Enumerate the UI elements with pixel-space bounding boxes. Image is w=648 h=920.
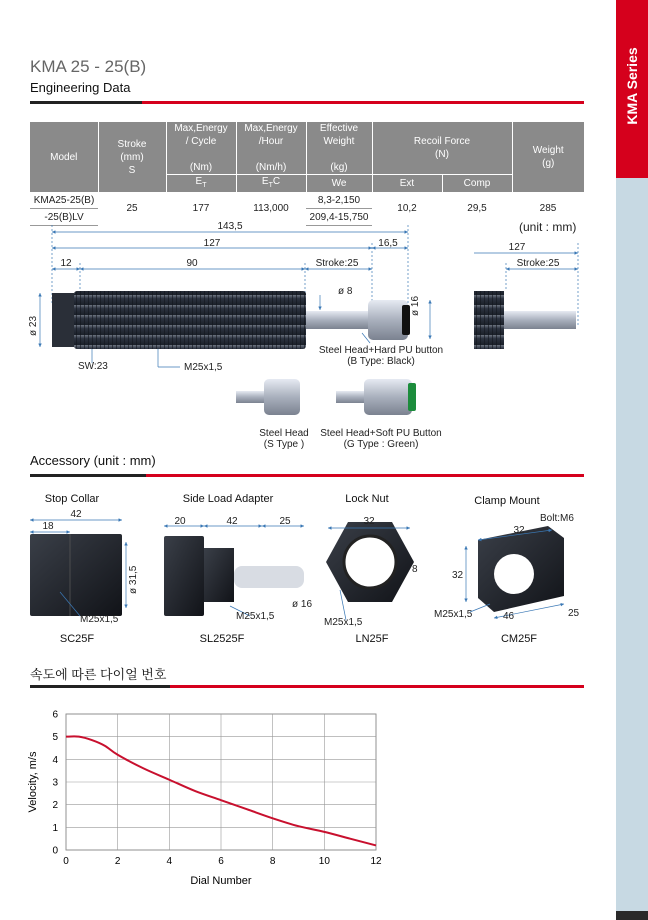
dim-143-5: 143,5 xyxy=(217,221,243,232)
stop-collar-title: Stop Collar xyxy=(44,493,100,505)
model-1: KMA25-25(B) xyxy=(30,192,98,209)
energy-hour-value: 113,000 xyxy=(253,203,289,215)
y-tick-label: 1 xyxy=(52,822,58,834)
clamp-title: Clamp Mount xyxy=(474,495,540,507)
label-hard-button-type: (B Type: Black) xyxy=(347,356,415,367)
col-recoil: Recoil Force (N) xyxy=(372,122,512,175)
x-tick-label: 12 xyxy=(370,856,382,867)
col-stroke: Stroke (mm) S xyxy=(98,122,166,192)
dim-phi-8: ø 8 xyxy=(338,286,353,297)
unit-label: (unit : mm) xyxy=(519,220,577,234)
x-tick-label: 4 xyxy=(166,856,173,867)
y-tick-label: 5 xyxy=(52,732,58,744)
dim-phi-23: ø 23 xyxy=(28,315,39,336)
page-subtitle: Engineering Data xyxy=(30,80,131,95)
sc-dim-42: 42 xyxy=(70,509,82,520)
dim-right-127: 127 xyxy=(508,242,526,253)
cm-thread: M25x1,5 xyxy=(434,609,473,620)
side-tab-label: KMA Series xyxy=(624,47,640,125)
label-steel-head-type: (S Type ) xyxy=(263,439,305,450)
energy-cycle-value: 177 xyxy=(192,203,210,215)
x-tick-label: 0 xyxy=(63,856,69,867)
sl-code: SL2525F xyxy=(199,633,245,645)
sc-dim-31-5: ø 31,5 xyxy=(128,565,139,594)
lock-nut-title: Lock Nut xyxy=(345,493,389,505)
x-axis-label: Dial Number xyxy=(190,875,252,887)
col-energy-cycle-sym: $E_T$ xyxy=(166,175,236,193)
accessory-rule-dark xyxy=(30,474,146,477)
y-tick-label: 2 xyxy=(52,800,58,812)
label-sw: SW:23 xyxy=(78,361,108,372)
col-energy-hour: Max,Energy /Hour (Nm/h) xyxy=(236,122,306,175)
col-weight: Weight (g) xyxy=(512,122,584,192)
accessory-rule-red xyxy=(146,474,584,477)
cm-dim-46: 46 xyxy=(503,611,515,622)
model-2: -25(B)LV xyxy=(30,209,98,226)
sl-dim-25: 25 xyxy=(279,516,291,527)
y-tick-label: 6 xyxy=(52,709,58,721)
col-model: Model xyxy=(30,122,98,192)
chart-title: 속도에 따른 다이얼 번호 xyxy=(30,667,167,682)
label-soft-button-type: (G Type : Green) xyxy=(343,439,419,450)
eff-weight-1: 8,3-2,150 xyxy=(306,192,372,209)
chart-rule-dark xyxy=(30,685,170,688)
page-title: KMA 25 - 25(B) xyxy=(30,57,147,76)
weight-value: 285 xyxy=(539,203,557,215)
recoil-ext-value: 10,2 xyxy=(397,203,417,215)
cm-bolt: Bolt:M6 xyxy=(540,513,574,524)
x-tick-label: 6 xyxy=(218,856,224,867)
sl-dim-20: 20 xyxy=(174,516,186,527)
col-recoil-comp: Comp xyxy=(442,175,512,193)
y-tick-label: 0 xyxy=(52,845,58,857)
subtitle-rule-red xyxy=(142,101,584,104)
spec-table xyxy=(30,122,584,226)
sl-dim-42: 42 xyxy=(226,516,238,527)
cm-dim-32b: 32 xyxy=(452,570,464,581)
ln-code: LN25F xyxy=(355,633,389,645)
x-tick-label: 10 xyxy=(318,856,330,867)
dim-16-5: 16,5 xyxy=(378,238,398,249)
label-thread: M25x1,5 xyxy=(184,362,223,373)
cm-dim-32a: 32 xyxy=(513,525,525,536)
ln-thread: M25x1,5 xyxy=(324,617,363,628)
y-tick-label: 4 xyxy=(52,754,58,766)
side-tab[interactable] xyxy=(616,0,648,178)
col-eff-weight: Effective Weight (kg) xyxy=(306,122,372,175)
x-tick-label: 8 xyxy=(269,856,276,867)
label-hard-button: Steel Head+Hard PU button xyxy=(318,345,444,356)
velocity-chart xyxy=(0,700,616,900)
subtitle-rule-dark xyxy=(30,101,142,104)
cm-code: CM25F xyxy=(500,633,538,645)
recoil-comp-value: 29,5 xyxy=(467,203,487,215)
col-energy-cycle: Max,Energy / Cycle (Nm) xyxy=(166,122,236,175)
eff-weight-2: 209,4-15,750 xyxy=(306,209,372,226)
label-steel-head: Steel Head xyxy=(259,428,309,439)
accessory-title: Accessory (unit : mm) xyxy=(30,453,156,468)
chart-rule-red xyxy=(170,685,584,688)
dim-stroke: Stroke:25 xyxy=(315,258,359,269)
dim-phi-16: ø 16 xyxy=(410,295,421,316)
side-tab-blue xyxy=(616,178,648,911)
ln-dim-32: 32 xyxy=(363,516,375,527)
x-tick-label: 2 xyxy=(114,856,121,867)
y-tick-label: 3 xyxy=(52,777,58,789)
col-eff-weight-sym: We xyxy=(306,175,372,193)
sl-phi-16: ø 16 xyxy=(292,599,313,610)
dim-12: 12 xyxy=(60,258,72,269)
dim-right-stroke: Stroke:25 xyxy=(516,258,560,269)
y-axis-label: Velocity, m/s xyxy=(27,751,39,813)
label-soft-button: Steel Head+Soft PU Button xyxy=(320,428,442,439)
dim-90: 90 xyxy=(186,258,198,269)
sc-thread: M25x1,5 xyxy=(80,614,119,625)
dim-127: 127 xyxy=(203,238,221,249)
side-load-title: Side Load Adapter xyxy=(182,493,274,505)
ln-dim-8: 8 xyxy=(412,564,418,575)
col-energy-hour-sym: $E_TC$ xyxy=(236,175,306,193)
stroke-value: 25 xyxy=(126,203,138,215)
sc-dim-18: 18 xyxy=(42,521,54,532)
side-tab-footer xyxy=(616,911,648,920)
sl-thread: M25x1,5 xyxy=(236,611,275,622)
col-recoil-ext: Ext xyxy=(372,175,442,193)
cm-dim-25: 25 xyxy=(568,608,580,619)
sc-code: SC25F xyxy=(59,633,95,645)
